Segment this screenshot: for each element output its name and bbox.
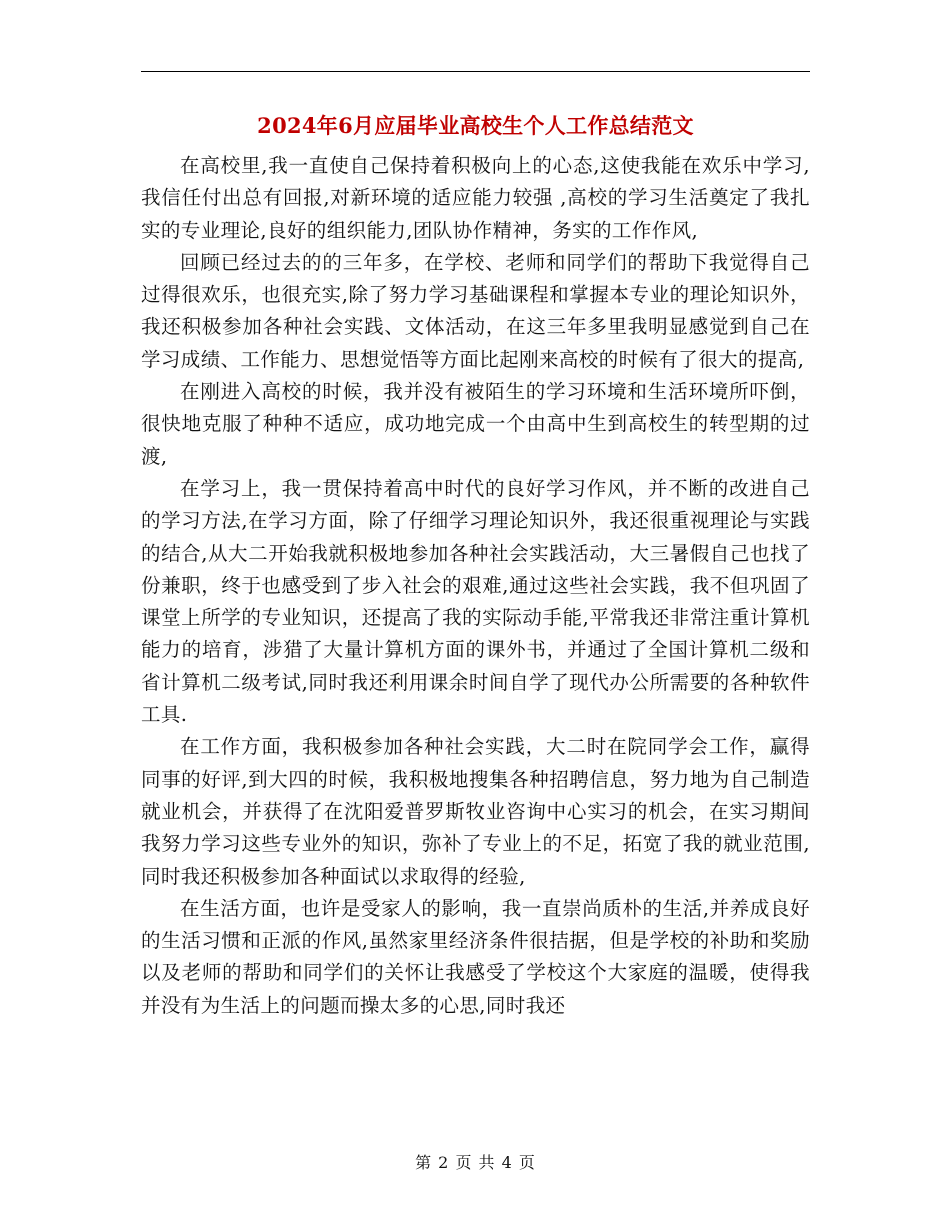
document-title: 2024年6月应届毕业高校生个人工作总结范文: [257, 113, 694, 138]
paragraph: 在工作方面，我积极参加各种社会实践，大二时在院同学会工作，赢得同事的好评,到大四的时候，我积极地搜集各种招聘信息，努力地为自己制造就业机会，并获得了在沈阳爱普罗斯牧业咨询中心实习的机会，在实习期间我努力学习这些专业外的知识，弥补了专业上的不足，拓宽了我的就业范围,同时我还积极参加各种面试以求取得的经验,: [141, 735, 810, 888]
paragraph: 在高校里,我一直使自己保持着积极向上的心态,这使我能在欢乐中学习,我信任付出总有回报,对新环境的适应能力较强 ,高校的学习生活奠定了我扎实的专业理论,良好的组织能力,团队协作精神，务实的工作作风,: [141, 154, 810, 242]
document-body: [141, 150, 810, 1022]
paragraph: 在生活方面，也许是受家人的影响，我一直崇尚质朴的生活,并养成良好的生活习惯和正派的作风,虽然家里经济条件很拮据，但是学校的补助和奖励以及老师的帮助和同学们的关怀让我感受了学校这个大家庭的温暖，使得我并没有为生活上的问题而操太多的心思,同时我还: [141, 896, 810, 1017]
paragraph: 在学习上，我一贯保持着高中时代的良好学习作风，并不断的改进自己的学习方法,在学习方面，除了仔细学习理论知识外，我还很重视理论与实践的结合,从大二开始我就积极地参加各种社会实践活动，大三暑假自己也找了份兼职，终于也感受到了步入社会的艰难,通过这些社会实践，我不但巩固了课堂上所学的专业知识，还提高了我的实际动手能,平常我还非常注重计算机能力的培育，涉猎了大量计算机方面的课外书，并通过了全国计算机二级和省计算机二级考试,同时我还利用课余时间自学了现代办公所需要的各种软件工具.: [141, 476, 810, 727]
page-number-footer: 第 2 页 共 4 页: [415, 1153, 535, 1172]
paragraph: 在刚进入高校的时候，我并没有被陌生的学习环境和生活环境所吓倒，很快地克服了种种不适应，成功地完成一个由高中生到高校生的转型期的过渡,: [141, 380, 810, 468]
paragraph: 回顾已经过去的的三年多，在学校、老师和同学们的帮助下我觉得自己过得很欢乐，也很充实,除了努力学习基础课程和掌握本专业的理论知识外，我还积极参加各种社会实践、文体活动，在这三年多里我明显感觉到自己在学习成绩、工作能力、思想觉悟等方面比起刚来高校的时候有了很大的提高,: [141, 250, 810, 371]
header-rule: [141, 71, 810, 72]
